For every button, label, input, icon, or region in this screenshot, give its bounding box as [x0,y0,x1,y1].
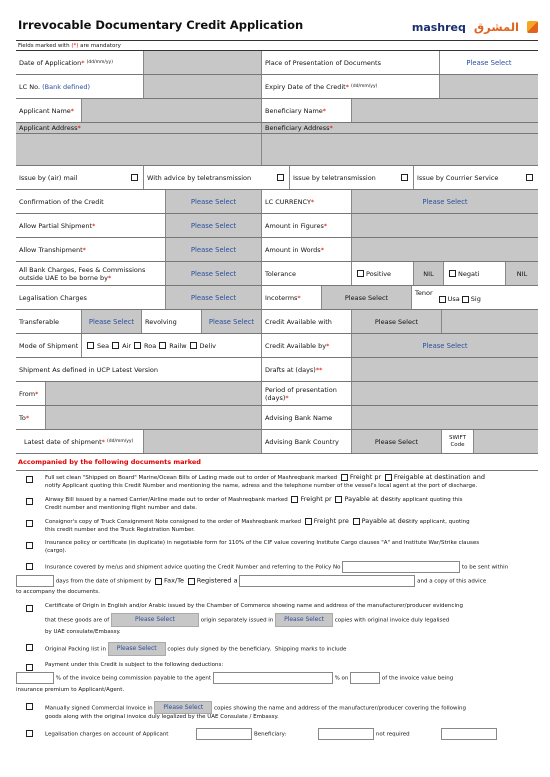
mandatory-note: Fields marked with (*) are mandatory [16,41,538,51]
doc-legalisation-charges: Legalisation charges on account of Applicant Beneficiary: not required [16,725,538,743]
label-applicant-address: Applicant Address * [16,123,262,133]
label-to: To * [16,406,46,429]
lc-currency-select[interactable]: Please Select [352,190,538,213]
documents-title: Accompanied by the following documents marked [16,454,538,471]
legalisation-select[interactable]: Please Select [166,286,262,309]
label-partial: Allow Partial Shipment * [16,214,166,237]
label-period: Period of presentation (days)* [262,382,352,405]
available-by-select[interactable]: Please Select [352,334,538,357]
label-lc-currency: LC CURRENCY * [262,190,352,213]
partial-select[interactable]: Please Select [166,214,262,237]
charges-select[interactable]: Please Select [166,262,262,285]
policy-no-input[interactable] [342,561,460,573]
doc-packing-list: Original Packing list in Please Select copies duly signed by the beneficiary. Shipping marks to include [16,639,538,659]
label-amount-words: Amount in Words * [262,238,352,261]
drafts-input[interactable] [352,358,538,381]
doc-bill-of-lading: Full set clean "Shipped on Board" Marine/Ocean Bills of Lading made out to order of Mashreqbank marked Freight pr Freigable at destination and notify Applicant quoting this Credit Number and mentioning the name, adress and the telephone number of the vessel's local agent at the port of discharge. [16,471,538,493]
transferable-select[interactable]: Please Select [82,310,142,333]
applicant-charge-input[interactable] [196,728,252,740]
from-input[interactable] [46,382,262,405]
advising-name-input[interactable] [352,406,538,429]
label-place-presentation: Place of Presentation of Documents [262,51,440,74]
date-application-input[interactable] [144,51,262,74]
sight-option[interactable]: Sig [460,295,481,303]
doc9-checkbox[interactable] [26,703,33,710]
doc3-checkbox[interactable] [26,520,33,527]
transhipment-select[interactable]: Please Select [166,238,262,261]
label-transferable: Transferable [16,310,82,333]
doc-truck-note: Consignor's copy of Truck Consignment Note consigned to the order of Mashreqbank marked Freight pre Payable at destify applicant, quoting this credit number and the Truck Registration Number. [16,515,538,537]
road-checkbox[interactable] [134,342,141,349]
brand-en: mashreq [411,20,466,34]
negative-nil: NIL [506,262,538,285]
label-available-with: Credit Available with [262,310,352,333]
expiry-input[interactable] [440,75,538,98]
doc10-checkbox[interactable] [26,730,33,737]
invoice-copies-select[interactable]: Please Select [154,701,212,715]
latest-shipment-input[interactable] [144,430,262,453]
issue-advice-checkbox[interactable] [277,174,284,181]
not-required-input[interactable] [441,728,497,740]
doc7-checkbox[interactable] [26,644,33,651]
incoterms-select[interactable]: Please Select [322,286,412,309]
label-advising-country: Advising Bank Country [262,430,352,453]
commission-input[interactable] [16,672,54,684]
label-shipment-ucp: Shipment As defined in UCP Latest Version [16,358,262,381]
doc5-checkbox[interactable] [26,563,33,570]
applicant-address-input[interactable] [16,134,262,165]
amount-words-input[interactable] [352,238,538,261]
doc1-checkbox[interactable] [26,476,33,483]
period-input[interactable] [352,382,538,405]
available-with-select[interactable]: Please Select [352,310,442,333]
deliv-checkbox[interactable] [190,342,197,349]
label-available-by: Credit Available by * [262,334,352,357]
issue-air-option[interactable]: Issue by (air) mail [16,166,144,189]
form-title: Irrevocable Documentary Credit Application [18,18,304,32]
issue-courier-checkbox[interactable] [526,174,533,181]
air-checkbox[interactable] [112,342,119,349]
available-with-input[interactable] [442,310,538,333]
form-header [16,14,538,40]
amount-figures-input[interactable] [352,214,538,237]
label-advising-name: Advising Bank Name [262,406,352,429]
label-beneficiary-address: Beneficiary Address * [262,123,538,133]
label-lc-no: LC No. (Bank defined) [16,75,144,98]
bank-logo [412,20,538,34]
doc8-checkbox[interactable] [26,664,33,671]
to-input[interactable] [46,406,262,429]
label-charges: All Bank Charges, Fees & Commissions outside UAE to be borne by* [16,262,166,285]
confirmation-select[interactable]: Please Select [166,190,262,213]
tenor-group: Tenor Usa Sig [415,289,481,303]
positive-nil: NIL [414,262,444,285]
label-latest-shipment: Latest date of shipment * (dd/mm/yy) [16,430,144,453]
logo-mark-icon [527,21,538,33]
doc-certificate-origin: Certificate of Origin in English and/or Arabic issued by the Chamber of Commerce showing name and address of the manufacturer/producer evidencing that these goods are of Please Select origin separately issued in Please Select copies with original invoice duly legalised by UAE consulate/Embassy. [16,600,538,640]
days-input[interactable] [16,575,54,587]
brand-ar: المشرق [473,20,519,34]
agent-input[interactable] [213,672,333,684]
issue-courier-option[interactable]: Issue by Courrier Service [414,166,538,189]
label-legalisation: Legalisation Charges [16,286,166,309]
label-swift: SWIFT Code [442,430,474,453]
doc-insurance-advice: Insurance covered by me/us and shipment advice quoting the Credit Number and referring to the Policy No to be sent within days from the date of shipment by Fax/Te Registered a and a copy of this advice to accompany the documents. [16,558,538,600]
lc-no-input[interactable] [144,75,262,98]
swift-input[interactable] [474,430,538,453]
label-confirmation: Confirmation of the Credit [16,190,166,213]
label-tolerance: Tolerance [262,262,352,285]
doc2-checkbox[interactable] [26,498,33,505]
issue-tele-checkbox[interactable] [401,174,408,181]
label-beneficiary-name: Beneficiary Name * [262,99,352,122]
label-drafts: Drafts at (days) ** [262,358,352,381]
negative-option[interactable]: Negati [444,262,506,285]
doc-deductions: Payment under this Credit is subject to the following deductions: % of the invoice being commission payable to the agent % on of the invoice value being insurance premium to Applicant/Agent. [16,661,454,693]
usance-option[interactable]: Usa [437,295,460,303]
beneficiary-charge-input[interactable] [318,728,374,740]
label-amount-figures: Amount in Figures * [262,214,352,237]
rail-checkbox[interactable] [159,342,166,349]
doc-airway-bill: Airway Bill issued by a named Carrier/Airline made out to order of Mashreqbank marked Freight pr Payable at destify applicant quoting this Credit number and mentioning flight number and date. [16,493,538,515]
origin-select[interactable]: Please Select [111,613,199,627]
sea-checkbox[interactable] [87,342,94,349]
positive-option[interactable]: Positive [352,262,414,285]
advice-to-input[interactable] [239,575,415,587]
origin-copies-select[interactable]: Please Select [275,613,333,627]
label-revolving: Revolving [142,310,202,333]
label-expiry: Expiry Date of the Credit * (dd/mm/yy) [262,75,440,98]
advising-country-select[interactable]: Please Select [352,430,442,453]
beneficiary-name-input[interactable] [352,99,538,122]
label-applicant-name: Applicant Name * [16,99,82,122]
percent-input[interactable] [350,672,380,684]
doc6-checkbox[interactable] [26,605,33,612]
revolving-select[interactable]: Please Select [202,310,262,333]
doc-insurance-policy: Insurance policy or certificate (in duplicate) in negotiable form for 110% of the CIF value covering Institute Cargo clauses "A" and Institute War/Strike clauses (cargo). [16,537,538,558]
label-mode-shipment: Mode of Shipment [16,334,82,357]
mode-shipment-options: Sea Air Roa Railw Deliv [82,334,262,357]
issue-advice-option[interactable]: With advice by teletransmission [144,166,290,189]
label-date-application: Date of Application * (dd/mm/yy) [16,51,144,74]
place-presentation-select[interactable]: Please Select [466,58,512,67]
label-from: From * [16,382,46,405]
packing-copies-select[interactable]: Please Select [108,642,166,656]
applicant-name-input[interactable] [82,99,262,122]
application-form [16,14,538,743]
issue-air-checkbox[interactable] [131,174,138,181]
doc4-checkbox[interactable] [26,542,33,549]
label-transhipment: Allow Transhipment * [16,238,166,261]
beneficiary-address-input[interactable] [262,134,538,165]
label-incoterms: Incoterms * [262,286,322,309]
doc-commercial-invoice: Manually signed Commercial Invoice in Please Select copies showing the name and address of the manufacturer/producer covering the following goods along with the original invoice duly legalized by the UAE Consulate / Embassy. [16,698,538,725]
issue-tele-option[interactable]: Issue by teletransmission [290,166,414,189]
